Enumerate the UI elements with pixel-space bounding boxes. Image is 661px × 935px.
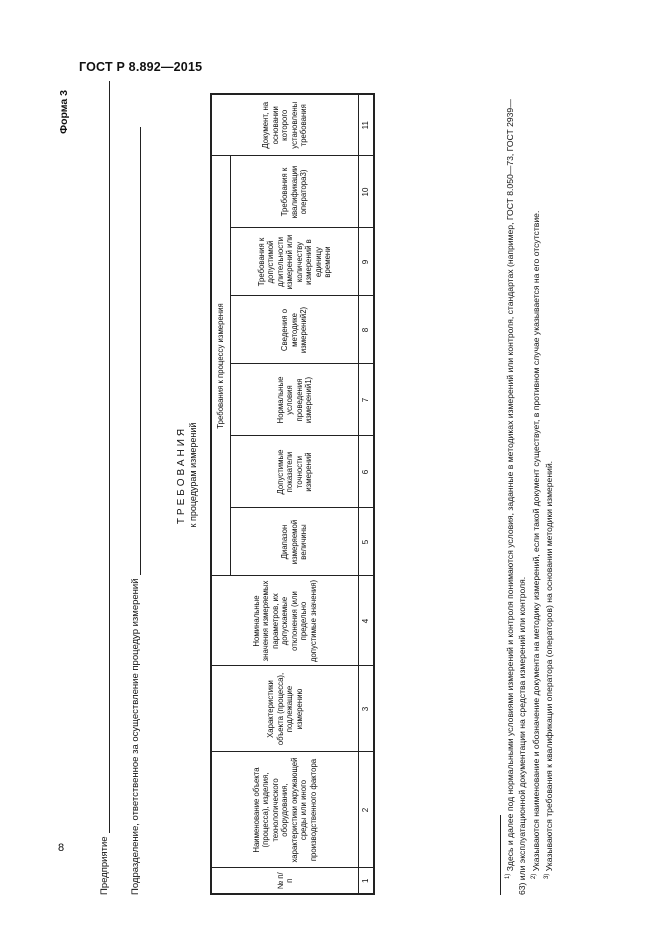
col-number: 3 bbox=[359, 666, 375, 752]
col-header-7: Нормальные условия проведения измерений1) bbox=[231, 364, 359, 436]
col-header-5: Диапазон измеряемой величины bbox=[231, 508, 359, 576]
col-number: 1 bbox=[359, 868, 375, 894]
col-header-1: № п/п bbox=[211, 868, 359, 894]
footnote-text: Указываются наименование и обозначение документа на методику измерений, если такой документ существует, в противном случае указывается на его отсутствие. bbox=[530, 210, 541, 872]
col-number: 10 bbox=[359, 156, 375, 228]
col-header-6: Допустимые показатели точности измерений bbox=[231, 436, 359, 508]
col-number: 11 bbox=[359, 94, 375, 156]
page-number: 8 bbox=[58, 842, 65, 854]
form-label: Форма 3 bbox=[58, 90, 70, 134]
department-fill-line[interactable] bbox=[130, 127, 141, 575]
col-number: 7 bbox=[359, 364, 375, 436]
footnote-text: Здесь и далее под нормальными условиями измерений и контроля понимаются условия, заданные в методиках измерений или контроля, стандартах (например, ГОСТ 8.050—73, ГОСТ 2939—63) или эксплуатационной документации на средства измерений или контроля. bbox=[505, 99, 528, 895]
column-number-row bbox=[359, 94, 375, 894]
col-number: 9 bbox=[359, 228, 375, 296]
col-number: 6 bbox=[359, 436, 375, 508]
footnotes bbox=[500, 90, 557, 895]
rotated-form-content bbox=[58, 90, 598, 895]
footnote-text: Указываются требования к квалификации оператора (операторов) на основании методики измерений. bbox=[544, 460, 555, 872]
standard-header: ГОСТ Р 8.892—2015 bbox=[79, 60, 203, 74]
col-header-10: Требования к квалификации оператора3) bbox=[231, 156, 359, 228]
group-header: Требования к процессу измерения bbox=[211, 156, 231, 576]
document-subtitle: к процедурам измерений bbox=[188, 422, 198, 528]
footnote-mark: 3) bbox=[544, 873, 551, 879]
footnote-rule bbox=[500, 815, 501, 895]
col-number: 4 bbox=[359, 576, 375, 666]
col-header-11: Документ, на основании которого установлены требования bbox=[211, 94, 359, 156]
footnote-mark: 2) bbox=[531, 873, 538, 879]
col-number: 8 bbox=[359, 296, 375, 364]
col-header-9: Требования к допустимой длительности измерений или количеству измерений в единицу времени bbox=[231, 228, 359, 296]
enterprise-fill-line[interactable] bbox=[99, 81, 110, 833]
col-header-3: Характеристики объекта (процесса), подлежащие измерению bbox=[211, 666, 359, 752]
footnote-3 bbox=[543, 90, 555, 895]
col-header-4: Номинальные значения измеряемых параметров, их допускаемые отклонения (или предельно допустимые значения) bbox=[211, 576, 359, 666]
department-label: Подразделение, ответственное за осуществление процедур измерений bbox=[130, 578, 141, 895]
document-title: ТРЕБОВАНИЯ bbox=[176, 425, 187, 525]
col-header-8: Сведения о методике измерений2) bbox=[231, 296, 359, 364]
col-header-2: Наименование объекта (процесса), изделия, технологического оборудования, характеристики окружающей среды или иного производственного фактора bbox=[211, 752, 359, 868]
col-number: 5 bbox=[359, 508, 375, 576]
footnote-2 bbox=[530, 90, 542, 895]
enterprise-field bbox=[99, 81, 110, 895]
footnote-mark: 1) bbox=[505, 873, 512, 879]
title-block bbox=[176, 325, 198, 625]
col-number: 2 bbox=[359, 752, 375, 868]
requirements-table bbox=[210, 93, 375, 895]
department-field bbox=[130, 127, 141, 895]
footnote-1 bbox=[504, 90, 529, 895]
enterprise-label: Предприятие bbox=[99, 836, 110, 895]
